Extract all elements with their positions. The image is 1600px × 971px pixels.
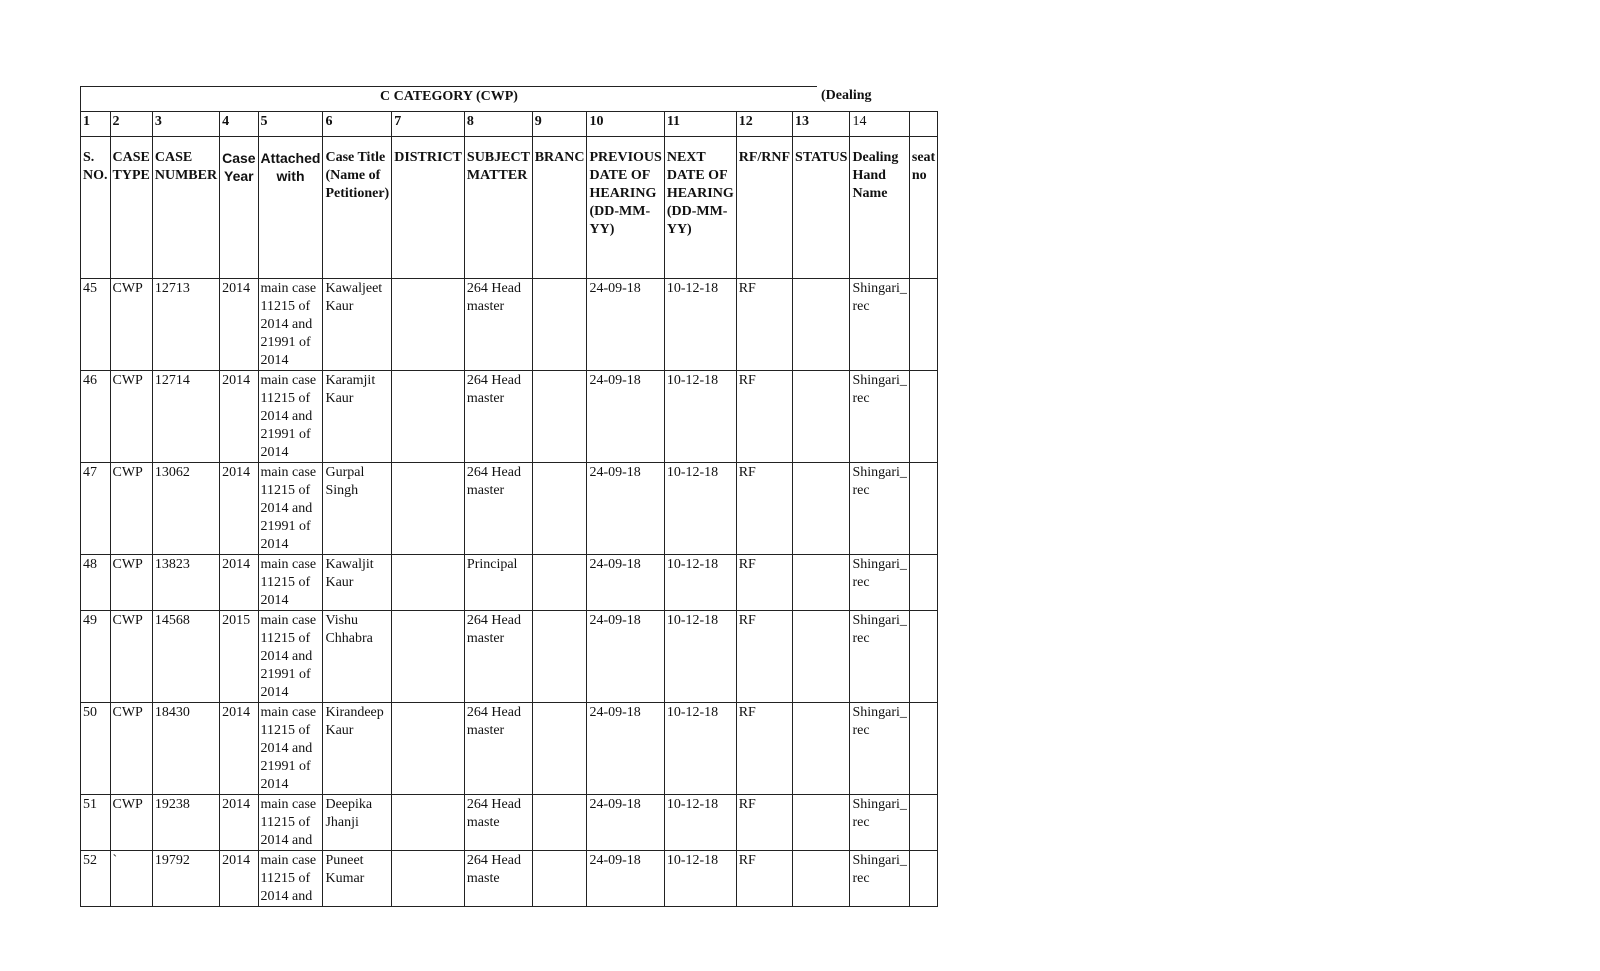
col-number-4: 4 <box>220 112 258 137</box>
cell-case-type: CWP <box>110 795 152 851</box>
cell-seat-no <box>909 371 937 463</box>
cell-rf: RF <box>736 279 792 371</box>
cell-subject: 264 Head master <box>464 611 532 703</box>
cell-next-date: 10-12-18 <box>664 611 736 703</box>
cell-subject: 264 Head maste <box>464 851 532 907</box>
cell-dealing-hand: Shingari_ rec <box>850 795 909 851</box>
col-number-9: 9 <box>532 112 587 137</box>
cell-case-year: 2014 <box>220 851 258 907</box>
cell-sno: 50 <box>81 703 111 795</box>
col-number-13: 13 <box>793 112 850 137</box>
col-number-2: 2 <box>110 112 152 137</box>
cell-seat-no <box>909 463 937 555</box>
col-number-10: 10 <box>587 112 664 137</box>
cell-previous-date: 24-09-18 <box>587 463 664 555</box>
cell-next-date: 10-12-18 <box>664 851 736 907</box>
cell-dealing-hand: Shingari_ rec <box>850 279 909 371</box>
header-attached-with: Attached with <box>258 137 323 279</box>
cell-attached-with: main case 11215 of 2014 <box>258 555 323 611</box>
cell-district <box>392 611 465 703</box>
cell-subject: 264 Head master <box>464 371 532 463</box>
cell-next-date: 10-12-18 <box>664 795 736 851</box>
cell-case-number: 19792 <box>152 851 219 907</box>
cell-case-number: 14568 <box>152 611 219 703</box>
header-status: STATUS <box>793 137 850 279</box>
table-row <box>81 279 938 371</box>
case-table <box>80 111 938 907</box>
table-row <box>81 795 938 851</box>
cell-next-date: 10-12-18 <box>664 703 736 795</box>
col-number-15 <box>909 112 937 137</box>
cell-district <box>392 703 465 795</box>
cell-branch <box>532 279 587 371</box>
cell-sno: 48 <box>81 555 111 611</box>
column-header-row <box>81 137 938 279</box>
cell-rf: RF <box>736 703 792 795</box>
cell-district <box>392 279 465 371</box>
cell-seat-no <box>909 279 937 371</box>
cell-attached-with: main case 11215 of 2014 and 21991 of 2014 <box>258 371 323 463</box>
cell-previous-date: 24-09-18 <box>587 703 664 795</box>
cell-status <box>793 703 850 795</box>
cell-sno: 47 <box>81 463 111 555</box>
dealing-header: (Dealing <box>821 88 872 103</box>
cell-previous-date: 24-09-18 <box>587 795 664 851</box>
header-branch: BRANC <box>532 137 587 279</box>
col-number-14: 14 <box>850 112 909 137</box>
cell-sno: 51 <box>81 795 111 851</box>
cell-next-date: 10-12-18 <box>664 371 736 463</box>
table-row <box>81 555 938 611</box>
table-row <box>81 371 938 463</box>
header-district: DISTRICT <box>392 137 465 279</box>
cell-seat-no <box>909 851 937 907</box>
cell-district <box>392 851 465 907</box>
cell-dealing-hand: Shingari_ rec <box>850 371 909 463</box>
cell-dealing-hand: Shingari_ rec <box>850 555 909 611</box>
header-previous-date: PREVIOUS DATE OF HEARING (DD-MM-YY) <box>587 137 664 279</box>
cell-branch <box>532 463 587 555</box>
table-row <box>81 611 938 703</box>
table-row <box>81 851 938 907</box>
cell-case-type: ` <box>110 851 152 907</box>
col-number-3: 3 <box>152 112 219 137</box>
cell-previous-date: 24-09-18 <box>587 279 664 371</box>
cell-case-type: CWP <box>110 555 152 611</box>
cell-sno: 52 <box>81 851 111 907</box>
cell-attached-with: main case 11215 of 2014 and <box>258 795 323 851</box>
header-subject-matter: SUBJECT MATTER <box>464 137 532 279</box>
cell-case-number: 12713 <box>152 279 219 371</box>
cell-case-title: Karamjit Kaur <box>323 371 392 463</box>
cell-seat-no <box>909 555 937 611</box>
cell-case-type: CWP <box>110 703 152 795</box>
header-case-type: CASE TYPE <box>110 137 152 279</box>
cell-case-title: Kawaljit Kaur <box>323 555 392 611</box>
header-next-date: NEXT DATE OF HEARING (DD-MM-YY) <box>664 137 736 279</box>
page-title: C CATEGORY (CWP) <box>80 86 817 112</box>
cell-case-title: Vishu Chhabra <box>323 611 392 703</box>
cell-status <box>793 795 850 851</box>
cell-subject: 264 Head master <box>464 463 532 555</box>
cell-previous-date: 24-09-18 <box>587 371 664 463</box>
case-table-body <box>81 112 938 907</box>
cell-sno: 46 <box>81 371 111 463</box>
header-case-title: Case Title (Name of Petitioner) <box>323 137 392 279</box>
cell-seat-no <box>909 611 937 703</box>
header-seat-no: seat no <box>909 137 937 279</box>
cell-sno: 45 <box>81 279 111 371</box>
cell-branch <box>532 703 587 795</box>
cell-branch <box>532 611 587 703</box>
cell-case-type: CWP <box>110 611 152 703</box>
cell-sno: 49 <box>81 611 111 703</box>
cell-status <box>793 279 850 371</box>
cell-rf: RF <box>736 555 792 611</box>
cell-district <box>392 555 465 611</box>
cell-case-year: 2014 <box>220 463 258 555</box>
header-rf-rnf: RF/RNF <box>736 137 792 279</box>
cell-previous-date: 24-09-18 <box>587 555 664 611</box>
cell-case-number: 13062 <box>152 463 219 555</box>
cell-previous-date: 24-09-18 <box>587 851 664 907</box>
cell-attached-with: main case 11215 of 2014 and 21991 of 2014 <box>258 611 323 703</box>
col-number-8: 8 <box>464 112 532 137</box>
cell-subject: Principal <box>464 555 532 611</box>
cell-rf: RF <box>736 851 792 907</box>
table-row <box>81 703 938 795</box>
cell-case-title: Kirandeep Kaur <box>323 703 392 795</box>
cell-case-year: 2015 <box>220 611 258 703</box>
cell-dealing-hand: Shingari_ rec <box>850 703 909 795</box>
cell-attached-with: main case 11215 of 2014 and <box>258 851 323 907</box>
cell-attached-with: main case 11215 of 2014 and 21991 of 2014 <box>258 463 323 555</box>
col-number-1: 1 <box>81 112 111 137</box>
cell-status <box>793 463 850 555</box>
cell-rf: RF <box>736 611 792 703</box>
table-row <box>81 463 938 555</box>
cell-case-type: CWP <box>110 463 152 555</box>
cell-case-year: 2014 <box>220 795 258 851</box>
header-case-number: CASE NUMBER <box>152 137 219 279</box>
cell-district <box>392 463 465 555</box>
header-case-year: Case Year <box>220 137 258 279</box>
cell-case-type: CWP <box>110 371 152 463</box>
cell-subject: 264 Head master <box>464 279 532 371</box>
cell-status <box>793 851 850 907</box>
cell-dealing-hand: Shingari_ rec <box>850 611 909 703</box>
cell-status <box>793 555 850 611</box>
cell-case-type: CWP <box>110 279 152 371</box>
cell-rf: RF <box>736 795 792 851</box>
header-dealing-hand: Dealing Hand Name <box>850 137 909 279</box>
cell-subject: 264 Head maste <box>464 795 532 851</box>
column-number-row <box>81 112 938 137</box>
cell-branch <box>532 555 587 611</box>
cell-case-title: Gurpal Singh <box>323 463 392 555</box>
cell-previous-date: 24-09-18 <box>587 611 664 703</box>
cell-status <box>793 371 850 463</box>
cell-district <box>392 371 465 463</box>
cell-dealing-hand: Shingari_ rec <box>850 851 909 907</box>
cell-case-year: 2014 <box>220 703 258 795</box>
cell-status <box>793 611 850 703</box>
cell-case-number: 13823 <box>152 555 219 611</box>
cell-branch <box>532 851 587 907</box>
cell-district <box>392 795 465 851</box>
col-number-11: 11 <box>664 112 736 137</box>
col-number-5: 5 <box>258 112 323 137</box>
col-number-6: 6 <box>323 112 392 137</box>
cell-seat-no <box>909 703 937 795</box>
cell-case-year: 2014 <box>220 279 258 371</box>
cell-case-number: 18430 <box>152 703 219 795</box>
cell-dealing-hand: Shingari_ rec <box>850 463 909 555</box>
cell-attached-with: main case 11215 of 2014 and 21991 of 2014 <box>258 279 323 371</box>
cell-subject: 264 Head master <box>464 703 532 795</box>
cell-branch <box>532 795 587 851</box>
cell-case-title: Deepika Jhanji <box>323 795 392 851</box>
cell-next-date: 10-12-18 <box>664 279 736 371</box>
cell-case-number: 19238 <box>152 795 219 851</box>
cell-case-year: 2014 <box>220 555 258 611</box>
cell-seat-no <box>909 795 937 851</box>
col-number-12: 12 <box>736 112 792 137</box>
cell-attached-with: main case 11215 of 2014 and 21991 of 2014 <box>258 703 323 795</box>
cell-next-date: 10-12-18 <box>664 555 736 611</box>
cell-next-date: 10-12-18 <box>664 463 736 555</box>
cell-rf: RF <box>736 463 792 555</box>
cell-branch <box>532 371 587 463</box>
header-sno: S. NO. <box>81 137 111 279</box>
cell-case-year: 2014 <box>220 371 258 463</box>
col-number-7: 7 <box>392 112 465 137</box>
cell-case-title: Puneet Kumar <box>323 851 392 907</box>
cell-case-title: Kawaljeet Kaur <box>323 279 392 371</box>
cell-case-number: 12714 <box>152 371 219 463</box>
cell-rf: RF <box>736 371 792 463</box>
